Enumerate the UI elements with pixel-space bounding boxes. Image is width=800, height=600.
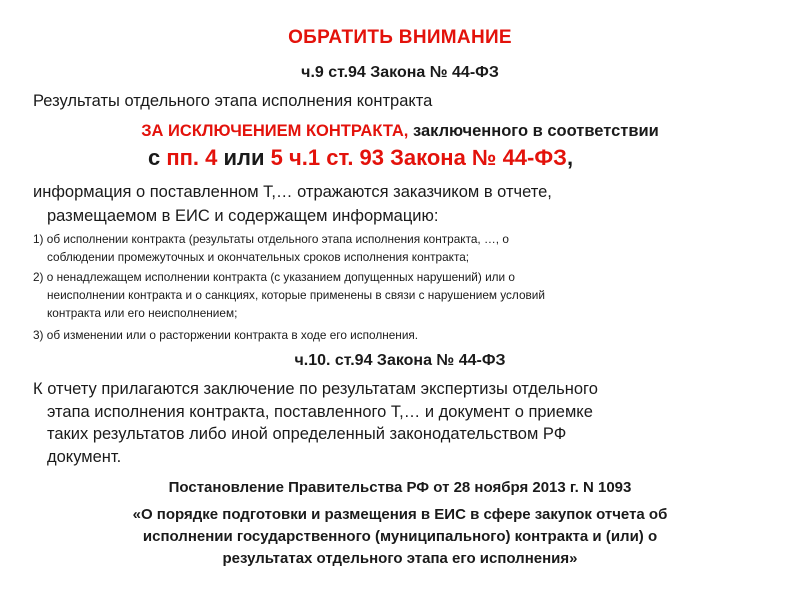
- list-item-1: [33, 230, 713, 266]
- exception-ref-pp4: пп. 4: [166, 145, 218, 170]
- info-line-1: информация о поставленном Т,… отражаются заказчиком в отчете,: [33, 183, 552, 201]
- exception-ref-or: или: [217, 145, 271, 170]
- list-item-2-line-1: 2) о ненадлежащем исполнении контракта (с указанием допущенных нарушений) или о: [33, 270, 515, 284]
- resolution-name: [0, 504, 800, 570]
- info-paragraph: [33, 180, 693, 228]
- list-item-1-line-1: 1) об исполнении контракта (результаты отдельного этапа исполнения контракта, …, о: [33, 232, 509, 246]
- info-line-2: размещаемом в ЕИС и содержащем информацию:: [47, 207, 439, 225]
- resolution-name-line-2: исполнении государственного (муниципального) контракта и (или) о: [142, 528, 658, 545]
- exception-ref-comma: ,: [566, 145, 574, 170]
- list-item-2: [33, 268, 733, 322]
- exception-highlight: ЗА ИСКЛЮЧЕНИЕМ КОНТРАКТА,: [141, 122, 409, 140]
- resolution-name-line-3: результатах отдельного этапа его исполнения»: [222, 550, 578, 567]
- exception-ref-law: 5 ч.1 ст. 93 Закона № 44-ФЗ: [270, 145, 567, 170]
- exception-text: заключенного в соответствии: [408, 122, 659, 140]
- report-line-1: К отчету прилагаются заключение по результатам экспертизы отдельного: [33, 380, 598, 398]
- exception-line: [0, 122, 800, 141]
- law-reference-part9: ч.9 ст.94 Закона № 44-ФЗ: [301, 64, 499, 81]
- report-line-3: таких результатов либо иной определенный законодательством РФ: [47, 425, 567, 443]
- list-item-3: 3) об изменении или о расторжении контракта в ходе его исполнения.: [33, 328, 419, 342]
- intro-text: Результаты отдельного этапа исполнения контракта: [33, 92, 433, 110]
- report-line-2: этапа исполнения контракта, поставленного Т,… и документ о приемке: [47, 402, 593, 421]
- exception-reference: [148, 145, 573, 171]
- report-paragraph: [33, 378, 733, 468]
- law-reference-part10: ч.10. ст.94 Закона № 44-ФЗ: [294, 352, 506, 369]
- exception-ref-prefix: с: [148, 145, 167, 170]
- page-title: ОБРАТИТЬ ВНИМАНИЕ: [288, 27, 512, 48]
- list-item-1-line-2: соблюдении промежуточных и окончательных сроков исполнения контракта;: [47, 250, 470, 264]
- list-item-2-line-2: неисполнении контракта и о санкциях, которые применены в связи с нарушением условий: [47, 288, 545, 302]
- resolution-name-line-1: «О порядке подготовки и размещения в ЕИС в сфере закупок отчета об: [132, 506, 668, 523]
- resolution-title: Постановление Правительства РФ от 28 ноября 2013 г. N 1093: [168, 479, 632, 496]
- report-line-4: документ.: [47, 447, 122, 466]
- list-item-2-line-3: контракта или его неисполнением;: [47, 306, 238, 320]
